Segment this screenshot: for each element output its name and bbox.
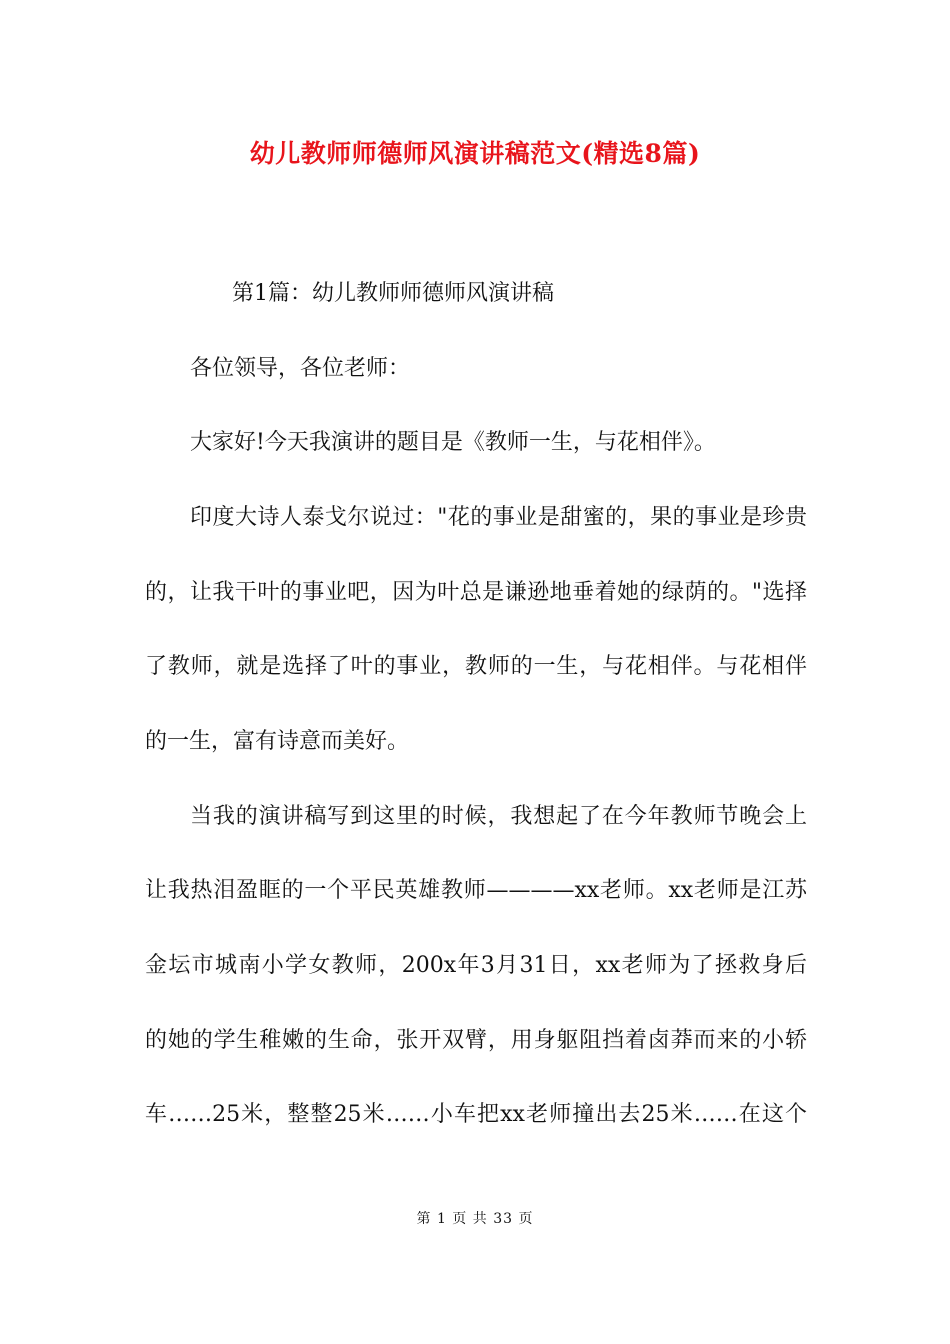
paragraph-line: 当我的演讲稿写到这里的时候，我想起了在今年教师节晚会上 (190, 804, 807, 829)
paragraph-line: 大家好!今天我演讲的题目是《教师一生，与花相伴》。 (190, 430, 716, 455)
greeting-line: 各位领导，各位老师： (190, 356, 411, 381)
paragraph-line: 车……25米，整整25米……小车把xx老师撞出去25米……在这个 (145, 1102, 807, 1127)
section-heading: 第1篇：幼儿教师师德师风演讲稿 (232, 281, 554, 306)
paragraph-line: 的她的学生稚嫩的生命，张开双臂，用身躯阻挡着卤莽而来的小轿 (145, 1028, 807, 1053)
paragraph-line: 的，让我干叶的事业吧，因为叶总是谦逊地垂着她的绿荫的。"选择 (145, 580, 807, 605)
paragraph-line: 的一生，富有诗意而美好。 (145, 729, 410, 754)
paragraph-line: 让我热泪盈眶的一个平民英雄教师————xx老师。xx老师是江苏 (145, 878, 807, 903)
page-number: 第 1 页 共 33 页 (416, 1211, 534, 1227)
paragraph-line: 印度大诗人泰戈尔说过："花的事业是甜蜜的，果的事业是珍贵 (190, 505, 807, 530)
document-title: 幼儿教师师德师风演讲稿范文(精选8篇) (249, 139, 701, 168)
paragraph-line: 了教师，就是选择了叶的事业，教师的一生，与花相伴。与花相伴 (145, 654, 807, 679)
paragraph-line: 金坛市城南小学女教师，200x年3月31日，xx老师为了拯救身后 (145, 953, 807, 978)
